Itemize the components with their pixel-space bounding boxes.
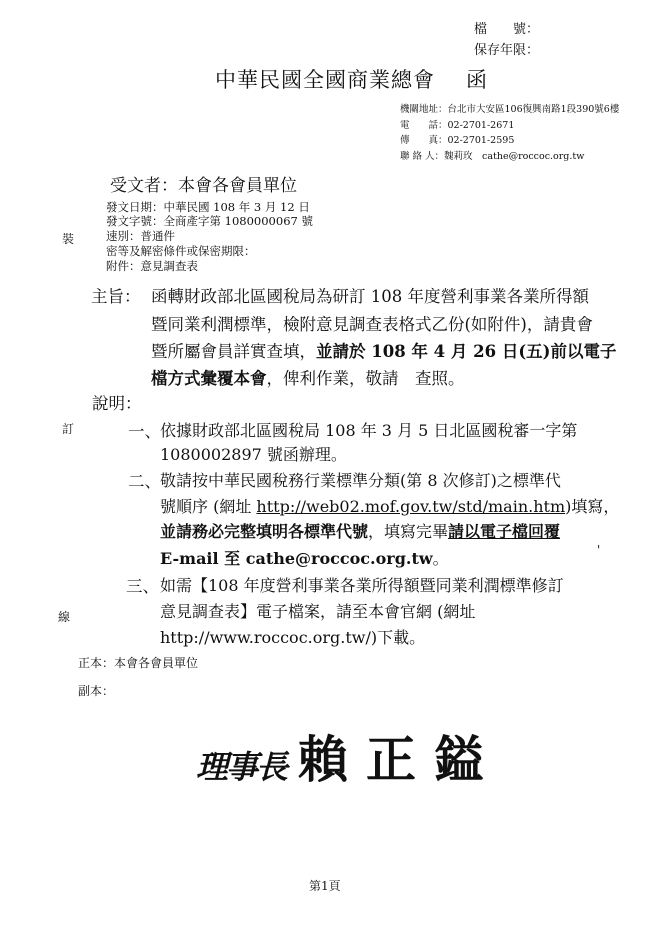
signature-name: 賴正鎰 bbox=[298, 730, 502, 789]
subject-deadline: 並請於 108 年 4 月 26 日(五)前以電子 bbox=[316, 342, 617, 361]
item-3-line-1: 如需【108 年度營利事業各業所得額暨同業利潤標準修訂 bbox=[160, 576, 564, 595]
secrecy-level: 密等及解密條件或保密期限： bbox=[106, 244, 256, 258]
item-2-line-4 bbox=[160, 546, 449, 569]
subject-line-4 bbox=[151, 365, 465, 389]
binding-mark-1: 裝 bbox=[62, 232, 75, 246]
item-3-number: 三、 bbox=[126, 577, 159, 596]
item-1-line-1: 依據財政部北區國稅局 108 年 3 月 5 日北區國稅審一字第 bbox=[160, 421, 578, 440]
contact-phone: 電 話：02-2701-2671 bbox=[400, 120, 515, 131]
cc-line: 正本：本會各會員單位 bbox=[78, 656, 199, 670]
item-2-line-3 bbox=[160, 519, 560, 542]
binding-mark-3: 線 bbox=[58, 610, 71, 624]
contact-person: 聯 絡 人：魏莉玫 cathe@roccoc.org.tw bbox=[400, 151, 585, 162]
file-number-label: 檔 號： bbox=[474, 22, 540, 37]
stray-mark: ' bbox=[597, 543, 601, 557]
item-2-line-3-a: 並請務必完整填明各標準代號 bbox=[160, 522, 369, 541]
delivery-speed: 速別：普通件 bbox=[106, 229, 175, 243]
retention-period-label: 保存年限： bbox=[474, 43, 540, 58]
issue-date: 發文日期：中華民國 108 年 3 月 12 日 bbox=[106, 200, 310, 214]
item-2-line-2-a: 號順序 (網址 bbox=[160, 497, 257, 516]
issue-number: 發文字號：全商產字第 1080000067 號 bbox=[106, 214, 313, 228]
organization-title: 中華民國全國商業總會 bbox=[215, 68, 435, 92]
item-2-line-1: 敬請按中華民國稅務行業標準分類(第 8 次修訂)之標準代 bbox=[160, 471, 561, 490]
subject-line-3 bbox=[151, 338, 616, 362]
subject-line-3-a: 暨所屬會員詳實查填， bbox=[151, 342, 316, 361]
item-2-number: 二、 bbox=[128, 472, 161, 491]
item-3-line-2: 意見調查表】電子檔案，請至本會官網 (網址 bbox=[160, 602, 476, 621]
subject-line-1: 函轉財政部北區國稅局為研訂 108 年度營利事業各業所得額 bbox=[151, 287, 589, 306]
binding-mark-2: 訂 bbox=[62, 422, 75, 436]
explanation-label: 說明： bbox=[92, 394, 142, 413]
signature-title: 理事長 bbox=[196, 748, 287, 786]
item-2-line-4-end: 。 bbox=[432, 549, 449, 568]
item-2-line-3-b: ，填寫完畢 bbox=[368, 522, 449, 541]
page-number: 第1頁 bbox=[309, 879, 341, 893]
contact-fax: 傳 真：02-2701-2595 bbox=[400, 135, 515, 146]
attachment-line: 附件：意見調查表 bbox=[106, 259, 198, 273]
item-1-line-2: 1080002897 號函辦理。 bbox=[160, 445, 347, 464]
subject-line-4-b: ，俾利作業，敬請 查照。 bbox=[266, 369, 465, 388]
contact-address: 機關地址：台北市大安區106復興南路1段390號6樓 bbox=[400, 104, 620, 115]
document-type: 函 bbox=[466, 68, 487, 92]
mof-std-link[interactable]: http://web02.mof.gov.tw/std/main.htm bbox=[256, 497, 566, 516]
item-1-number: 一、 bbox=[128, 422, 161, 441]
item-3-line-3[interactable]: http://www.roccoc.org.tw/)下載。 bbox=[160, 628, 426, 647]
item-2-line-3-c: 請以電子檔回覆 bbox=[448, 522, 561, 541]
reply-email[interactable]: E-mail 至 cathe@roccoc.org.tw bbox=[160, 549, 433, 568]
item-2-line-2-b: )填寫， bbox=[565, 497, 620, 516]
subject-reply-method: 檔方式彙覆本會 bbox=[151, 369, 267, 388]
item-2-line-2 bbox=[160, 494, 619, 517]
subject-label: 主旨： bbox=[91, 287, 141, 306]
copy-line: 副本： bbox=[78, 684, 115, 698]
subject-line-2: 暨同業利潤標準，檢附意見調查表格式乙份(如附件)，請貴會 bbox=[151, 315, 593, 334]
recipient: 受文者：本會各會員單位 bbox=[110, 176, 297, 196]
